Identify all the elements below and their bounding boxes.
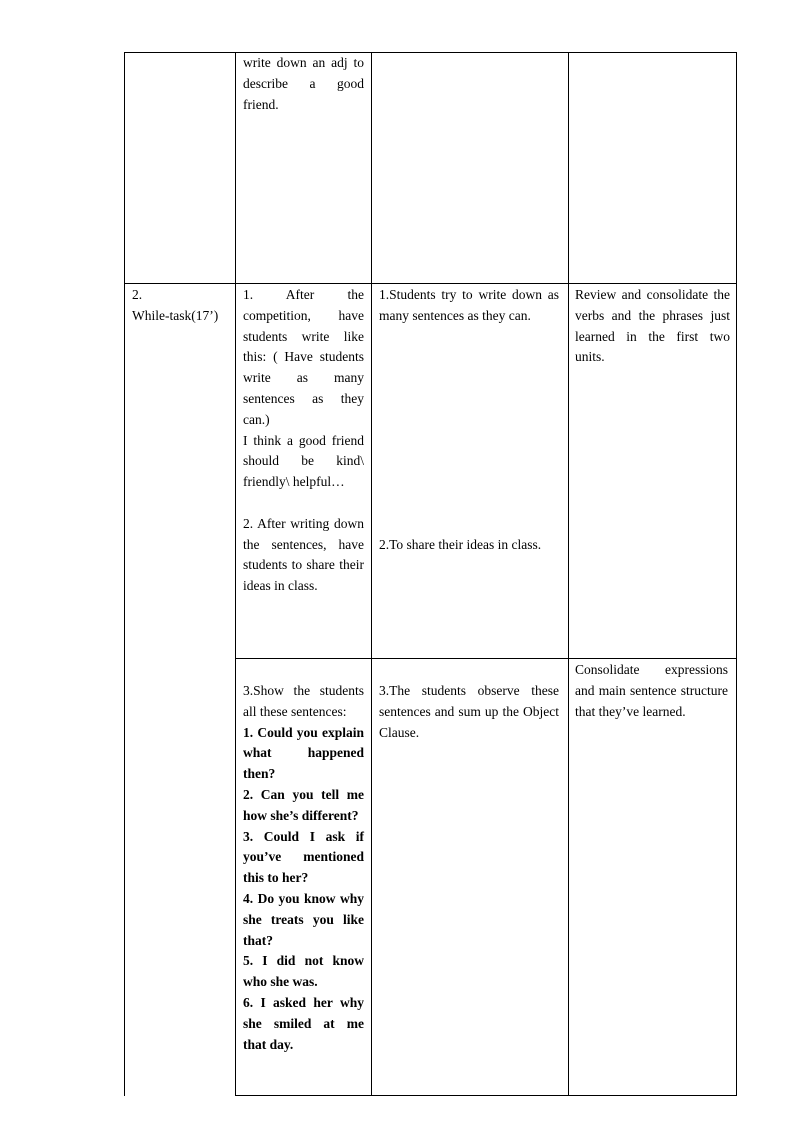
purpose-text-2: Review and consolidate the verbs and the phrases just learned in the first two units. <box>575 287 730 365</box>
teacher-step-1-example: I think a good friend should be kind\ friendly\ helpful… <box>243 432 364 490</box>
stage-number: 2. <box>132 287 143 302</box>
row3-purpose-cell <box>575 660 728 722</box>
row1-activity-text: write down an adj to describe a good friend. <box>243 55 364 112</box>
student-activity-1: 1.Students try to write down as many sentences as they can. <box>379 287 559 323</box>
column-border-right <box>736 52 737 1096</box>
column-border-left <box>124 52 125 1096</box>
example-sentence-4: 4. Do you know why she treats you like that? <box>243 890 364 948</box>
row2-stage-cell <box>132 285 230 327</box>
row3-student-activity-cell <box>379 681 559 743</box>
row2-student-activity-cell <box>379 285 559 552</box>
row2-teacher-activity-cell <box>243 285 364 597</box>
row2-purpose-cell <box>575 285 730 368</box>
column-border-4 <box>568 52 569 1096</box>
student-activity-2: 2.To share their ideas in class. <box>379 537 542 552</box>
purpose-text-3: Consolidate expressions and main sentence structure that they’ve learned. <box>575 662 728 719</box>
example-sentence-6: 6. I asked her why she smiled at me that day. <box>243 994 364 1052</box>
example-sentence-5: 5. I did not know who she was. <box>243 953 364 990</box>
teacher-step-1: 1. After the competition, have students write like this: ( Have students write as many sentences as they can.) <box>243 287 364 427</box>
row-divider-2 <box>235 658 737 659</box>
row-divider-1 <box>124 283 737 284</box>
teacher-step-3-intro: 3.Show the students all these sentences: <box>243 683 364 719</box>
column-border-2 <box>235 52 236 1096</box>
teacher-step-2: 2. After writing down the sentences, have students to share their ideas in class. <box>243 515 364 594</box>
table-bottom-border <box>235 1095 737 1096</box>
example-sentence-1: 1. Could you explain what happened then? <box>243 724 364 782</box>
row1-activity-cell <box>243 53 364 115</box>
example-sentence-3: 3. Could I ask if you’ve mentioned this to her? <box>243 828 364 886</box>
student-activity-3: 3.The students observe these sentences and sum up the Object Clause. <box>379 683 559 740</box>
table-top-border <box>124 52 737 53</box>
stage-label: While-task(17’) <box>132 307 219 323</box>
example-sentence-2: 2. Can you tell me how she’s different? <box>243 786 364 823</box>
row3-teacher-activity-cell <box>243 681 364 1055</box>
column-border-3 <box>371 52 372 1096</box>
